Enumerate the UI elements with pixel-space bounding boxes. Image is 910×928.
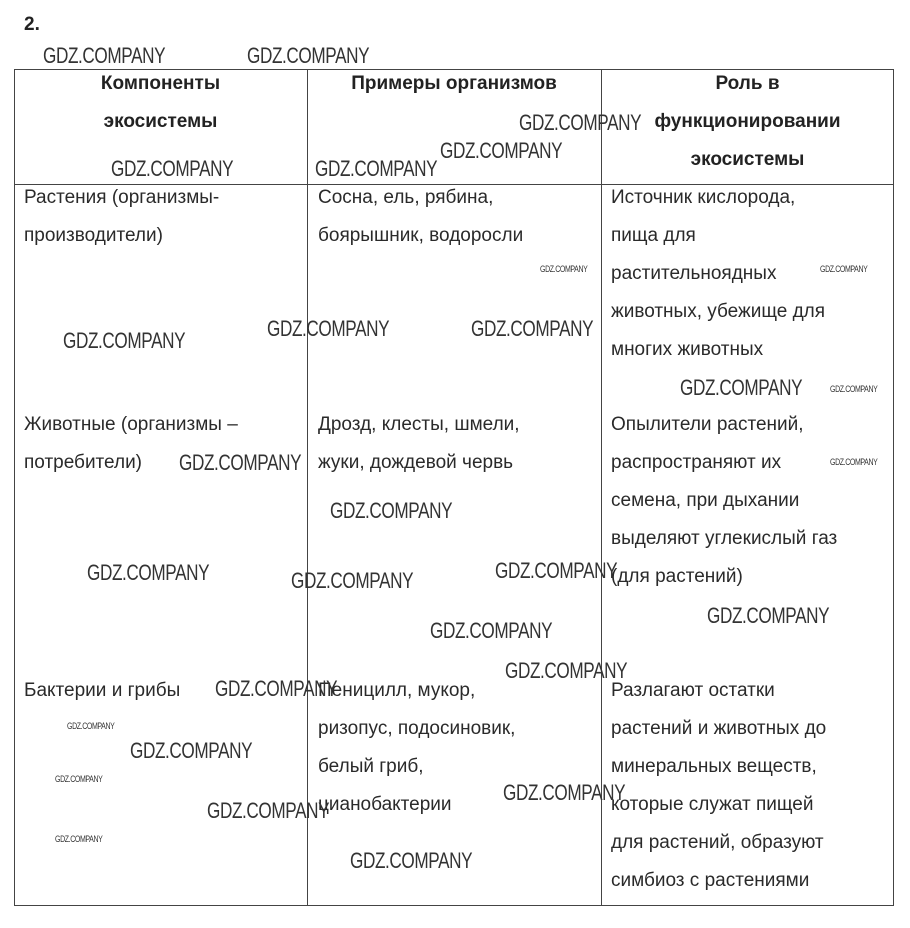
cell-line: белый гриб, [318,756,424,777]
watermark: GDZ.COMPANY [519,110,642,135]
table-cell [318,406,520,482]
watermark: GDZ.COMPANY [820,264,868,274]
watermark: GDZ.COMPANY [330,498,453,523]
header-line: экосистемы [103,111,218,132]
table-cell [611,406,837,596]
watermark: GDZ.COMPANY [55,774,103,784]
cell-line: Животные (организмы – [24,414,238,435]
cell-line: Бактерии и грибы [24,680,181,701]
watermark: GDZ.COMPANY [495,558,618,583]
cell-line: минеральных веществ, [611,756,817,777]
watermark: GDZ.COMPANY [87,560,210,585]
watermark: GDZ.COMPANY [350,848,473,873]
watermark: GDZ.COMPANY [830,384,878,394]
cell-line: Источник кислорода, [611,187,796,208]
cell-line: распространяют их [611,452,782,473]
cell-line: Опылители растений, [611,414,804,435]
cell-line: боярышник, водоросли [318,225,524,246]
watermark: GDZ.COMPANY [67,721,115,731]
header-line: функционировании [654,111,841,132]
cell-line: многих животных [611,339,764,360]
watermark: GDZ.COMPANY [680,375,803,400]
cell-line: симбиоз с растениями [611,870,810,891]
header-line: Компоненты [100,73,221,94]
watermark: GDZ.COMPANY [440,138,563,163]
watermark: GDZ.COMPANY [43,43,166,68]
watermark: GDZ.COMPANY [315,156,438,181]
watermark: GDZ.COMPANY [63,328,186,353]
table-cell [611,672,826,900]
cell-line: Разлагают остатки [611,680,775,701]
cell-line: для растений, образуют [611,832,824,853]
cell-line: семена, при дыхании [611,490,800,511]
watermark: GDZ.COMPANY [130,738,253,763]
task-number: 2. [24,14,40,35]
cell-line: цианобактерии [318,794,452,815]
watermark: GDZ.COMPANY [111,156,234,181]
cell-line: которые служат пищей [611,794,814,815]
table-cell [24,672,180,710]
watermark: GDZ.COMPANY [707,603,830,628]
watermark: GDZ.COMPANY [179,450,302,475]
watermark: GDZ.COMPANY [471,316,594,341]
watermark: GDZ.COMPANY [505,658,628,683]
watermark: GDZ.COMPANY [247,43,370,68]
watermark: GDZ.COMPANY [207,798,330,823]
cell-line: Сосна, ель, рябина, [318,187,494,208]
table-cell [24,179,219,255]
cell-line: пища для [611,225,696,246]
header-line: Роль в [715,73,780,94]
watermark: GDZ.COMPANY [430,618,553,643]
table-cell [318,672,515,824]
cell-line: Дрозд, клесты, шмели, [318,414,520,435]
table-header-cell [307,65,601,103]
header-line: Примеры организмов [351,73,557,94]
cell-line: животных, убежище для [611,301,826,322]
watermark: GDZ.COMPANY [55,834,103,844]
watermark: GDZ.COMPANY [291,568,414,593]
table-cell [611,179,825,369]
watermark: GDZ.COMPANY [540,264,588,274]
cell-line: потребители) [24,452,143,473]
cell-line: растительноядных [611,263,777,284]
cell-line: производители) [24,225,163,246]
table-cell [318,179,523,255]
column-divider [307,69,308,906]
cell-line: Пеницилл, мукор, [318,680,476,701]
cell-line: Растения (организмы- [24,187,220,208]
table-header-cell [601,65,894,179]
cell-line: жуки, дождевой червь [318,452,514,473]
cell-line: (для растений) [611,566,743,587]
watermark: GDZ.COMPANY [503,780,626,805]
cell-line: выделяют углекислый газ [611,528,838,549]
cell-line: растений и животных до [611,718,827,739]
watermark: GDZ.COMPANY [267,316,390,341]
watermark: GDZ.COMPANY [830,457,878,467]
watermark: GDZ.COMPANY [215,676,338,701]
table-header-cell [14,65,307,141]
header-line: экосистемы [690,149,805,170]
cell-line: ризопус, подосиновик, [318,718,516,739]
